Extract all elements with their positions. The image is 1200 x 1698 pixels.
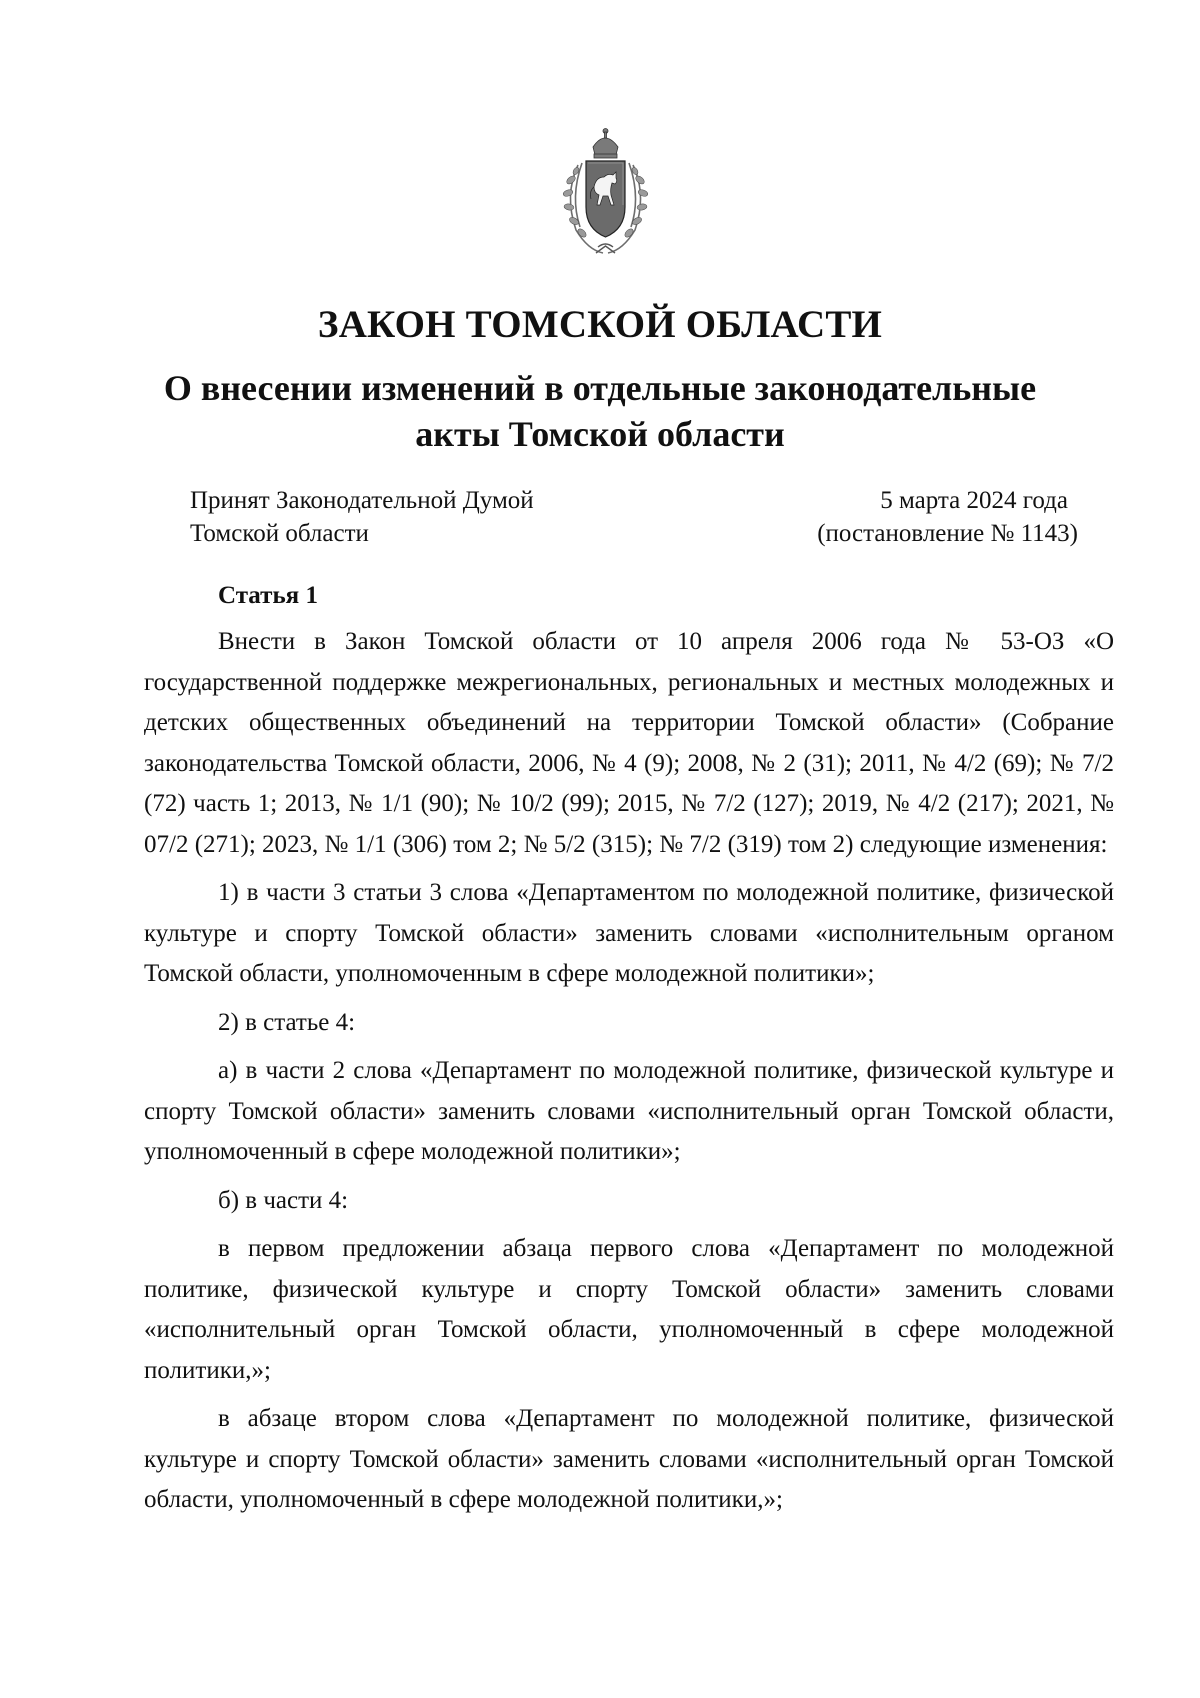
adoption-date: 5 марта 2024 года <box>880 487 1068 514</box>
law-subtitle-line: акты Томской области <box>415 414 785 454</box>
article-paragraph: а) в части 2 слова «Департамент по молодежной политике, физической культуре и спорту Томской области» заменить словами «исполнительный орган Томской области, уполномоченный в сфере молодежной политики»; <box>144 1057 1114 1165</box>
law-subtitle-line: О внесении изменений в отдельные законодательные <box>163 368 1037 408</box>
law-subtitle <box>140 365 1060 457</box>
article-paragraph: 2) в статье 4: <box>218 1008 356 1036</box>
adoption-date-block <box>817 484 1078 550</box>
article-paragraph: б) в части 4: <box>218 1186 349 1214</box>
coat-of-arms-icon <box>558 125 653 260</box>
article-paragraph: в абзаце втором слова «Департамент по молодежной политике, физической культуре и спорту Томской области» заменить словами «исполнительный орган Томской области, уполномоченный в сфере молодежной политики,»; <box>144 1405 1114 1513</box>
adopted-by <box>190 484 534 550</box>
resolution-number: (постановление № 1143) <box>817 520 1078 547</box>
article-body <box>144 622 1114 1529</box>
article-paragraph: в первом предложении абзаца первого слова «Департамент по молодежной политике, физической культуре и спорту Томской области» заменить словами «исполнительный орган Томской области, уполномоченный в сфере молодежной политики,»; <box>144 1235 1114 1384</box>
adopted-by-line: Принят Законодательной Думой <box>190 487 534 514</box>
article-paragraph: 1) в части 3 статьи 3 слова «Департаментом по молодежной политике, физической культуре и спорту Томской области» заменить словами «исполнительным органом Томской области, уполномоченным в сфере молодежной политики»; <box>144 879 1114 987</box>
adopted-by-line: Томской области <box>190 520 369 547</box>
article-heading: Статья 1 <box>218 582 318 609</box>
law-title: ЗАКОН ТОМСКОЙ ОБЛАСТИ <box>317 303 883 346</box>
article-paragraph: Внести в Закон Томской области от 10 апреля 2006 года № 53-ОЗ «О государственной поддержке межрегиональных, региональных и местных молодежных и детских общественных объединений на территории Томской области» (Собрание законодательства Томской области, 2006, № 4 (9); 2008, № 2 (31); 2011, № 4/2 (69); № 7/2 (72) часть 1; 2013, № 1/1 (90); № 10/2 (99); 2015, № 7/2 (127); 2019, № 4/2 (217); 2021, № 07/2 (271); 2023, № 1/1 (306) том 2; № 5/2 (315); № 7/2 (319) том 2) следующие изменения: <box>144 628 1114 858</box>
